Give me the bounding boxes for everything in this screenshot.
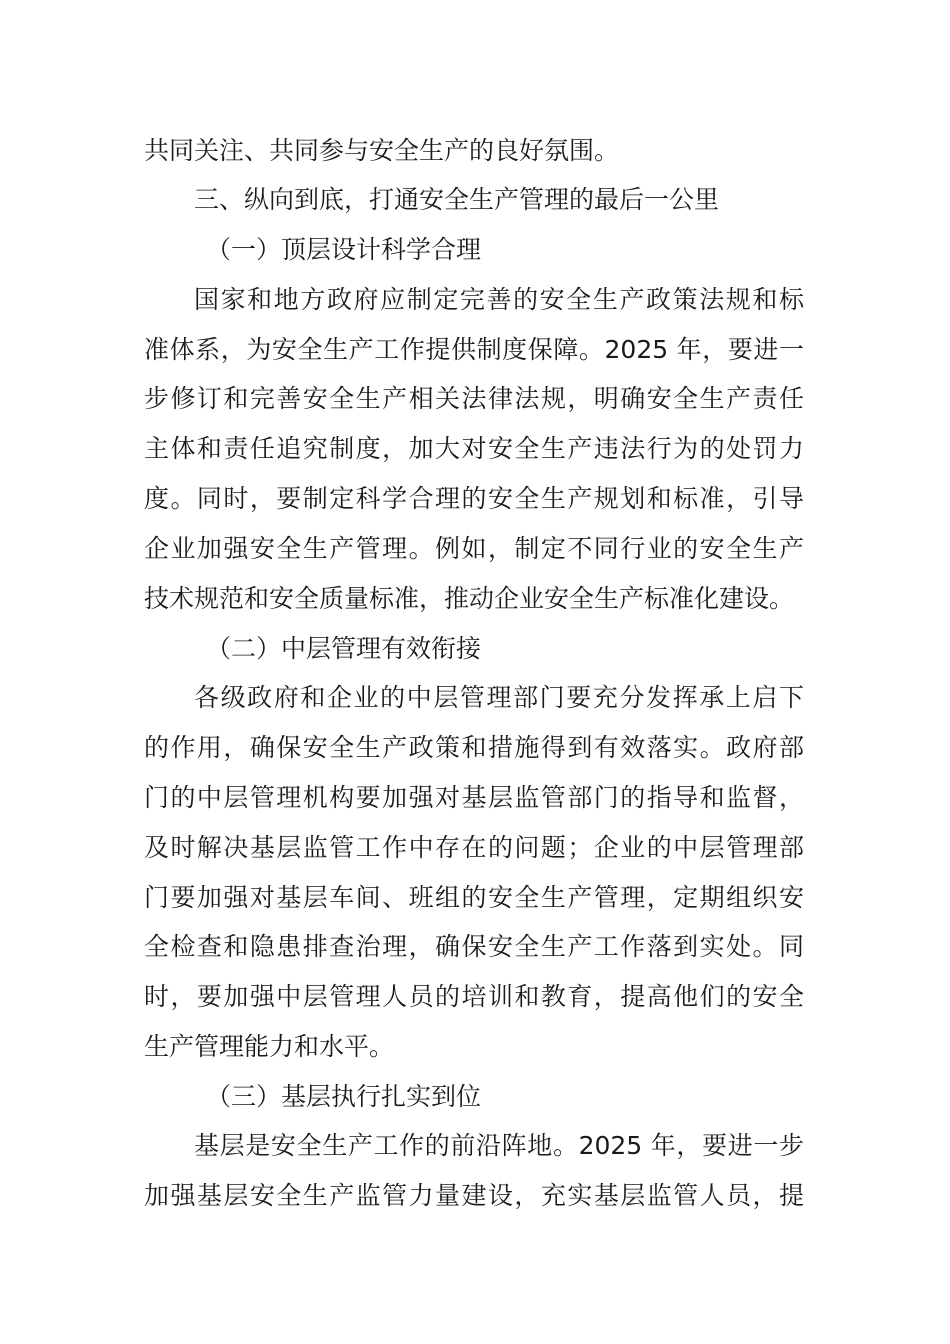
subsection-heading: （一）顶层设计科学合理 xyxy=(206,235,482,264)
subsection-heading: （三）基层执行扎实到位 xyxy=(206,1082,482,1111)
paragraph-line: 国家和地方政府应制定完善的安全生产政策法规和标 xyxy=(194,285,804,314)
paragraph-line: 时，要加强中层管理人员的培训和教育，提高他们的安全 xyxy=(144,982,804,1011)
section-heading: 三、纵向到底，打通安全生产管理的最后一公里 xyxy=(194,185,720,214)
paragraph-line: 的作用，确保安全生产政策和措施得到有效落实。政府部 xyxy=(144,733,804,762)
paragraph-line: 及时解决基层监管工作中存在的问题；企业的中层管理部 xyxy=(144,833,804,862)
paragraph-line: 准体系，为安全生产工作提供制度保障。2025 年，要进一 xyxy=(144,335,804,364)
paragraph-line: 生产管理能力和水平。 xyxy=(144,1032,395,1061)
paragraph-line: 主体和责任追究制度，加大对安全生产违法行为的处罚力 xyxy=(144,434,804,463)
subsection-heading: （二）中层管理有效衔接 xyxy=(206,634,482,663)
paragraph-line: 加强基层安全生产监管力量建设，充实基层监管人员，提 xyxy=(144,1181,804,1210)
paragraph-line: 各级政府和企业的中层管理部门要充分发挥承上启下 xyxy=(194,683,804,712)
paragraph-line: 步修订和完善安全生产相关法律法规，明确安全生产责任 xyxy=(144,384,804,413)
paragraph-line: 门要加强对基层车间、班组的安全生产管理，定期组织安 xyxy=(144,883,804,912)
paragraph-line: 技术规范和安全质量标准，推动企业安全生产标准化建设。 xyxy=(144,584,795,613)
paragraph-line: 门的中层管理机构要加强对基层监管部门的指导和监督， xyxy=(144,783,804,812)
paragraph-line: 企业加强安全生产管理。例如，制定不同行业的安全生产 xyxy=(144,534,804,563)
paragraph-line: 共同关注、共同参与安全生产的良好氛围。 xyxy=(144,136,620,165)
paragraph-line: 度。同时，要制定科学合理的安全生产规划和标准，引导 xyxy=(144,484,804,513)
paragraph-line: 基层是安全生产工作的前沿阵地。2025 年，要进一步 xyxy=(194,1131,804,1160)
paragraph-line: 全检查和隐患排查治理，确保安全生产工作落到实处。同 xyxy=(144,932,804,961)
